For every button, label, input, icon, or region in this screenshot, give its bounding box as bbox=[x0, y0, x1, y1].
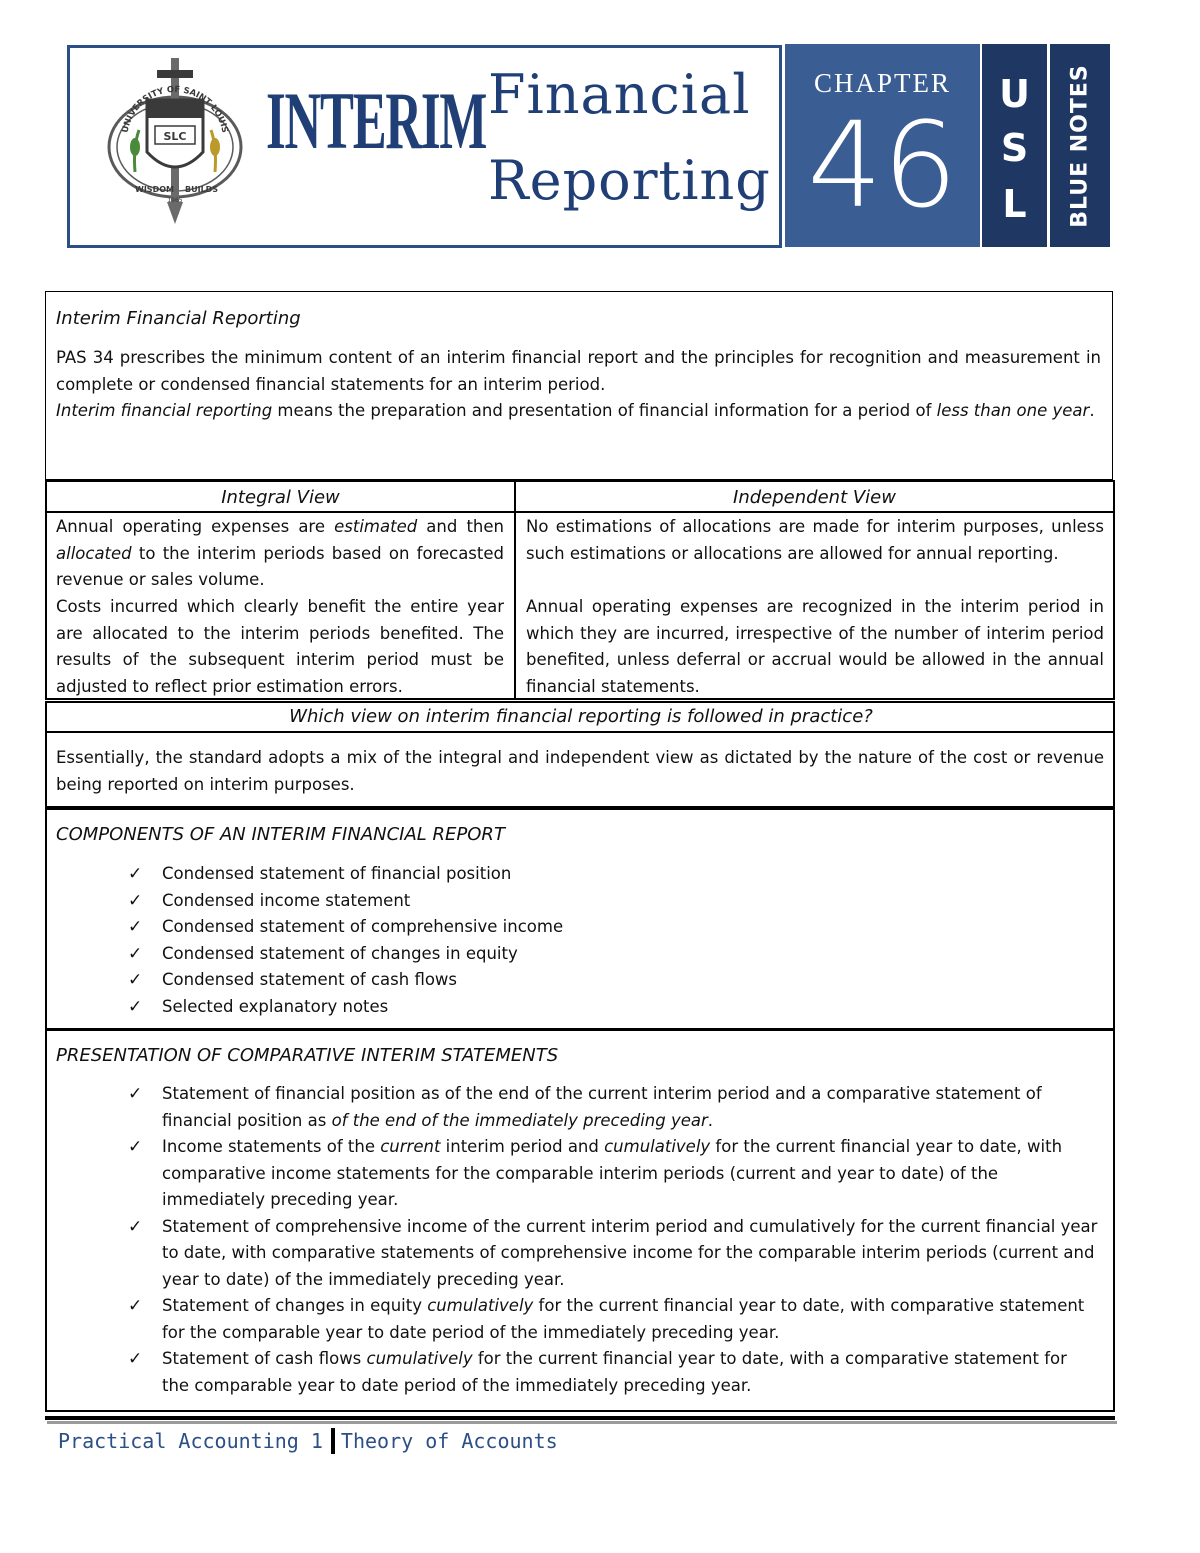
title-financial: Financial bbox=[488, 63, 751, 126]
independent-view-p1: No estimations of allocations are made for interim purposes, unless such estimations or allocations are allowed for annual reporting. bbox=[526, 517, 1104, 563]
seal-shield-text: SLC bbox=[163, 130, 187, 143]
title-reporting: Reporting bbox=[488, 149, 771, 212]
presentation-item4-cumulatively: cumulatively bbox=[427, 1296, 534, 1315]
usl-letter-l: L bbox=[1002, 182, 1027, 226]
presentation-list bbox=[128, 1081, 1098, 1399]
seal-year: 1965 bbox=[167, 197, 183, 204]
presentation-item3: Statement of comprehensive income of the current interim period and cumulatively for the current financial year to date, with comparative statements of comprehensive income for the comparable interim periods (current and year to date) of the immediately preceding year. bbox=[162, 1216, 1098, 1289]
seal-ring-text: UNIVERSITY OF SAINT LOUIS bbox=[120, 84, 230, 134]
presentation-item4-b: for the current financial year to date, with comparative statement for the comparable year to date period of the immediately preceding year. bbox=[162, 1296, 1085, 1342]
checkmark-icon: ✓ bbox=[128, 970, 143, 990]
checkmark-icon: ✓ bbox=[128, 996, 143, 1017]
presentation-item1-a: Statement of financial position as of the end of the current interim period and a comparative statement of financial position as bbox=[162, 1084, 1042, 1130]
component-text: Condensed statement of changes in equity bbox=[162, 943, 518, 963]
independent-view-p2: Annual operating expenses are recognized in the interim period in which they are incurred, irrespective of the number of interim period benefited, unless deferral or accrual would be allowed in the annual financial statements. bbox=[526, 597, 1104, 696]
integral-view-heading: Integral View bbox=[221, 487, 340, 508]
chapter-box bbox=[785, 44, 980, 247]
presentation-item2-current: current bbox=[380, 1137, 441, 1156]
usl-letter-s: S bbox=[1000, 126, 1029, 170]
component-text: Condensed statement of comprehensive income bbox=[162, 917, 564, 936]
intro-para2-mid: means the preparation and presentation of financial information for a period of bbox=[272, 401, 937, 420]
intro-para1-text: PAS 34 prescribes the minimum content of an interim financial report and the principles for recognition and measurement in complete or condensed financial statements for an interim period. bbox=[56, 348, 1101, 394]
usl-box bbox=[982, 44, 1047, 247]
university-seal-logo bbox=[105, 52, 245, 227]
presentation-item4-a: Statement of changes in equity bbox=[162, 1296, 428, 1315]
component-text: Selected explanatory notes bbox=[162, 996, 389, 1016]
checkmark-icon: ✓ bbox=[128, 1349, 143, 1369]
checkmark-icon: ✓ bbox=[128, 864, 143, 884]
presentation-item2-b: interim period and bbox=[440, 1137, 605, 1156]
footer-rule-shadow bbox=[47, 1421, 1117, 1424]
list-item bbox=[128, 994, 563, 1021]
integral-p1-estimated: estimated bbox=[334, 517, 418, 536]
footer-course-right: Theory of Accounts bbox=[340, 1429, 558, 1453]
list-item bbox=[128, 1214, 1098, 1294]
checkmark-icon: ✓ bbox=[128, 1296, 143, 1316]
presentation-item5-b: for the current financial year to date, with a comparative statement for the comparable year to date period of the immediately preceding year. bbox=[162, 1349, 1067, 1395]
practice-question-heading: Which view on interim financial reporting is followed in practice? bbox=[289, 706, 873, 727]
list-item bbox=[128, 1134, 1098, 1214]
component-text: Condensed statement of financial position bbox=[162, 864, 512, 883]
checkmark-icon: ✓ bbox=[128, 943, 143, 964]
presentation-item1-b: . bbox=[707, 1110, 714, 1130]
list-item bbox=[128, 914, 563, 941]
chapter-number: 46 bbox=[807, 96, 958, 234]
practice-answer: Essentially, the standard adopts a mix of the integral and independent view as dictated by the nature of the cost or revenue being reported on interim purposes. bbox=[56, 748, 1104, 794]
seal-motto-right: BUILDS bbox=[185, 185, 219, 194]
footer-rule bbox=[45, 1416, 1115, 1420]
intro-para2-emph: less than one year bbox=[936, 401, 1090, 420]
presentation-heading: PRESENTATION OF COMPARATIVE INTERIM STATEMENTS bbox=[56, 1045, 559, 1066]
component-text: Condensed statement of cash flows bbox=[162, 970, 458, 989]
intro-paragraph-2 bbox=[56, 398, 1101, 425]
title-interim: INTERIM bbox=[266, 75, 487, 166]
integral-p1-allocated: allocated bbox=[56, 543, 132, 563]
list-item bbox=[128, 861, 563, 888]
checkmark-icon: ✓ bbox=[128, 890, 143, 911]
presentation-item2-cumulatively: cumulatively bbox=[604, 1137, 711, 1156]
integral-view-p1 bbox=[56, 514, 504, 594]
list-item bbox=[128, 1081, 1098, 1134]
components-list bbox=[128, 861, 563, 1020]
list-item bbox=[128, 941, 563, 968]
component-text: Condensed income statement bbox=[162, 890, 411, 910]
presentation-item2-a: Income statements of the bbox=[162, 1137, 381, 1156]
presentation-item2-c: for the current financial year to date, with comparative income statements for the comparable interim periods (current and year to date) of the immediately preceding year. bbox=[162, 1137, 1063, 1209]
checkmark-icon: ✓ bbox=[128, 917, 143, 937]
intro-para2-term: Interim financial reporting bbox=[56, 401, 273, 420]
seal-motto-left: WISDOM bbox=[135, 185, 174, 194]
usl-letter-u: U bbox=[999, 72, 1030, 116]
list-item bbox=[128, 967, 563, 994]
checkmark-icon: ✓ bbox=[128, 1216, 143, 1237]
checkmark-icon: ✓ bbox=[128, 1084, 143, 1104]
intro-para2-end: . bbox=[1089, 401, 1095, 420]
title-box bbox=[67, 45, 782, 248]
footer-course-left: Practical Accounting 1 bbox=[58, 1429, 323, 1453]
presentation-item5-a: Statement of cash flows bbox=[162, 1349, 367, 1368]
presentation-item1-emph: of the end of the immediately preceding year bbox=[331, 1110, 708, 1130]
integral-p1-c: to the interim periods based on forecasted revenue or sales volume. bbox=[56, 543, 504, 589]
question-divider bbox=[45, 731, 1115, 733]
intro-heading: Interim Financial Reporting bbox=[56, 308, 301, 329]
intro-paragraph-1 bbox=[56, 345, 1101, 398]
blue-notes-box bbox=[1050, 44, 1110, 247]
independent-view-heading: Independent View bbox=[733, 487, 896, 508]
list-item bbox=[128, 1346, 1098, 1399]
presentation-item5-cumulatively: cumulatively bbox=[366, 1349, 473, 1368]
views-column-divider bbox=[514, 480, 516, 700]
checkmark-icon: ✓ bbox=[128, 1137, 143, 1157]
integral-p1-a: Annual operating expenses are bbox=[56, 517, 335, 536]
integral-p1-b: and then bbox=[417, 517, 504, 536]
blue-notes-label: BLUE NOTES bbox=[1067, 64, 1093, 228]
footer-separator bbox=[331, 1428, 335, 1454]
integral-view-p2: Costs incurred which clearly benefit the entire year are allocated to the interim periods benefited. The results of the subsequent interim period must be adjusted to reflect prior estimation errors. bbox=[56, 597, 504, 696]
list-item bbox=[128, 1293, 1098, 1346]
page-footer bbox=[58, 1428, 558, 1454]
components-heading: COMPONENTS OF AN INTERIM FINANCIAL REPORT bbox=[56, 824, 505, 845]
list-item bbox=[128, 888, 563, 915]
chapter-label: CHAPTER bbox=[813, 68, 952, 98]
